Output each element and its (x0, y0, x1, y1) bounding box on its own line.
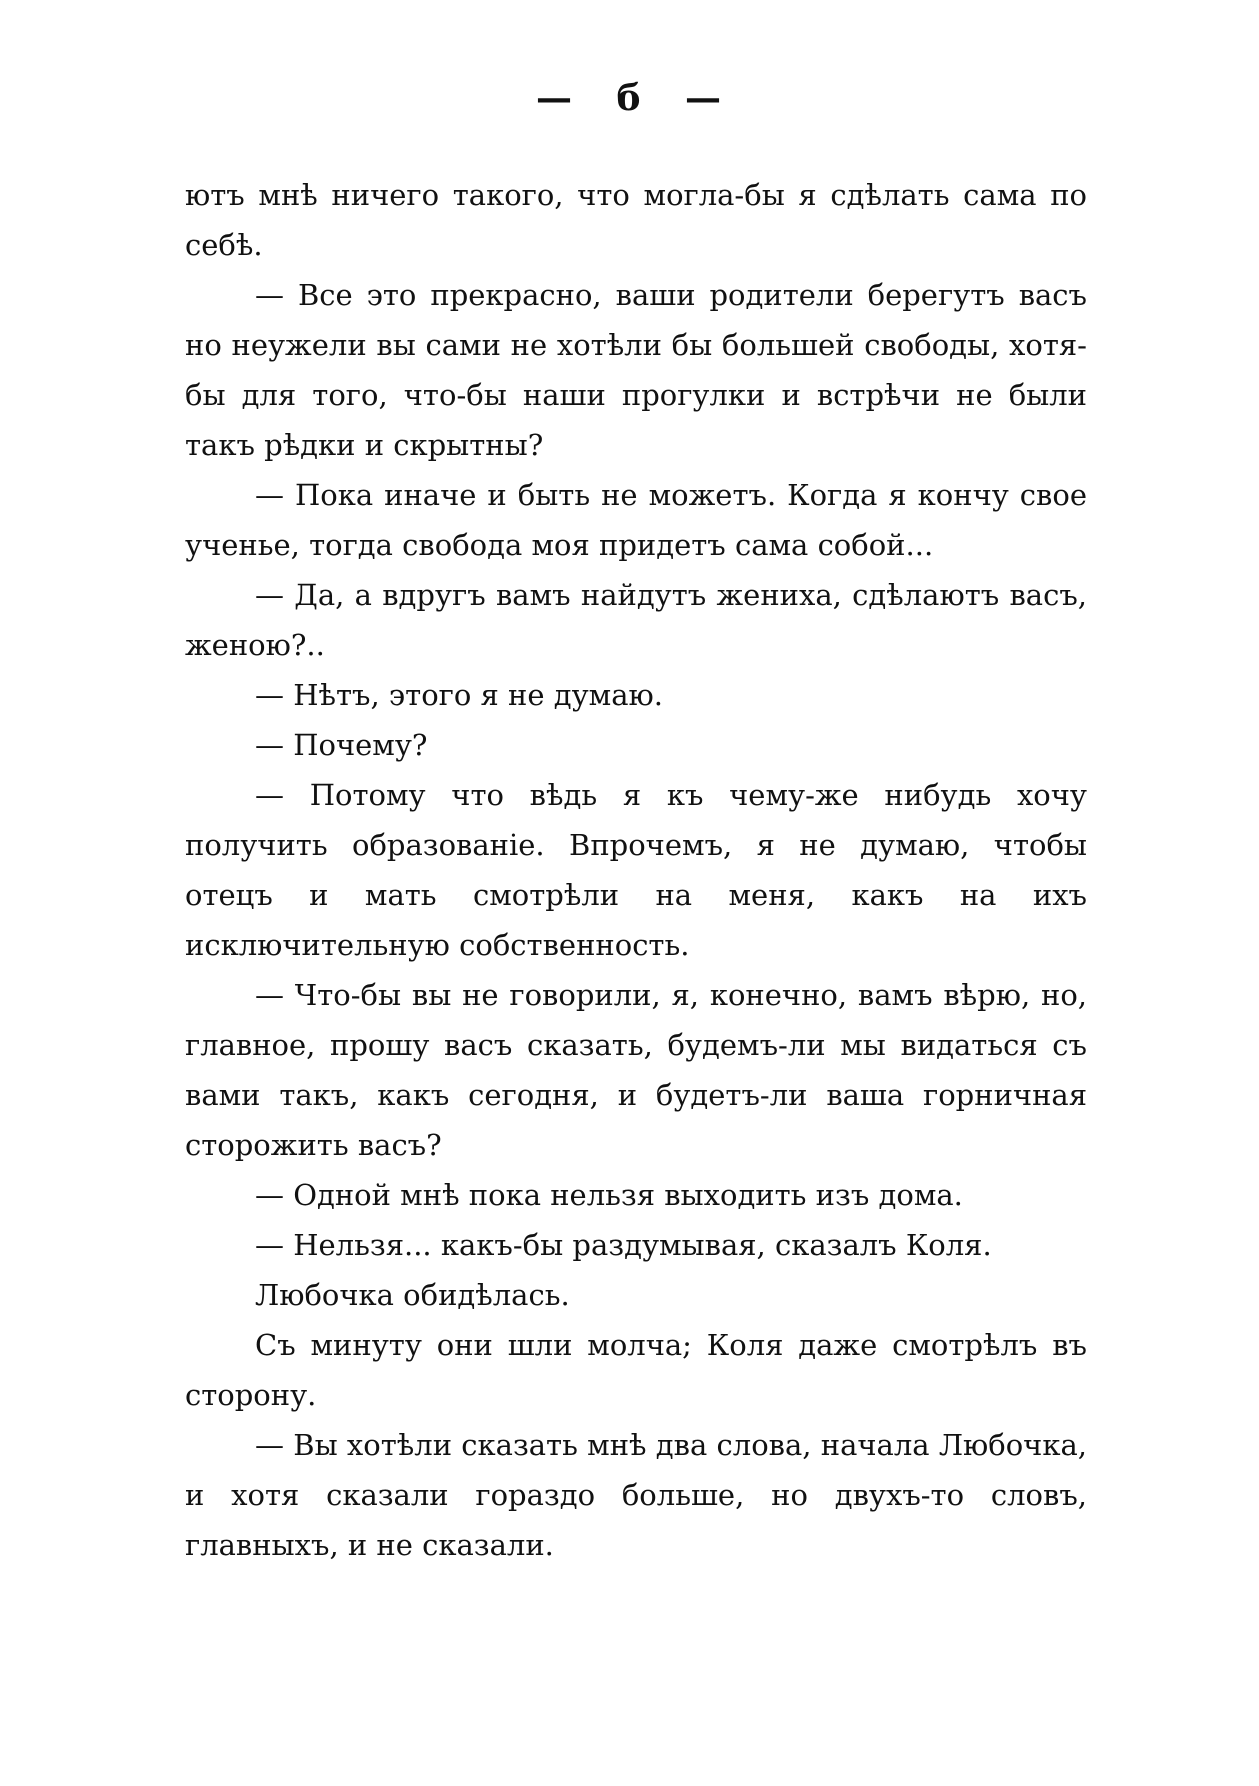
paragraph: — Да, а вдругъ вамъ найдутъ жениха, сдѣлаютъ васъ, женою?.. (185, 578, 1087, 662)
header-dash-right: — (685, 77, 724, 119)
paragraph: — Почему? (255, 728, 428, 762)
page-header (0, 78, 1259, 118)
paragraph: — Все это прекрасно, ваши родители берегутъ васъ но неужели вы сами не хотѣли бы большей свободы, хотя-бы для того, что-бы наши прогулки и встрѣчи не были такъ рѣдки и скрытны? (185, 278, 1087, 462)
body-text (185, 170, 1087, 1570)
paragraph: — Вы хотѣли сказать мнѣ два слова, начала Любочка, и хотя сказали гораздо больше, но двухъ-то словъ, главныхъ, и не сказали. (185, 1428, 1087, 1562)
paragraph: — Потому что вѣдь я къ чему-же нибудь хочу получить образованіе. Впрочемъ, я не думаю, чтобы отецъ и мать смотрѣли на меня, какъ на ихъ исключительную собственность. (185, 778, 1087, 962)
paragraph: — Одной мнѣ пока нельзя выходить изъ дома. (255, 1178, 963, 1212)
page-number: б (616, 77, 643, 119)
paragraph-continuation: ютъ мнѣ ничего такого, что могла-бы я сдѣлать сама по себѣ. (185, 178, 1087, 262)
paragraph: Любочка обидѣлась. (255, 1278, 570, 1312)
paragraph: — Пока иначе и быть не можетъ. Когда я кончу свое ученье, тогда свобода моя придетъ сама собой... (185, 478, 1087, 562)
paragraph: — Нельзя... какъ-бы раздумывая, сказалъ Коля. (255, 1228, 992, 1262)
paragraph: Съ минуту они шли молча; Коля даже смотрѣлъ въ сторону. (185, 1328, 1087, 1412)
paragraph: — Что-бы вы не говорили, я, конечно, вамъ вѣрю, но, главное, прошу васъ сказать, будемъ-ли мы видаться съ вами такъ, какъ сегодня, и будетъ-ли ваша горничная сторожить васъ? (185, 978, 1087, 1162)
paragraph: — Нѣтъ, этого я не думаю. (255, 678, 663, 712)
header-dash-left: — (535, 77, 574, 119)
